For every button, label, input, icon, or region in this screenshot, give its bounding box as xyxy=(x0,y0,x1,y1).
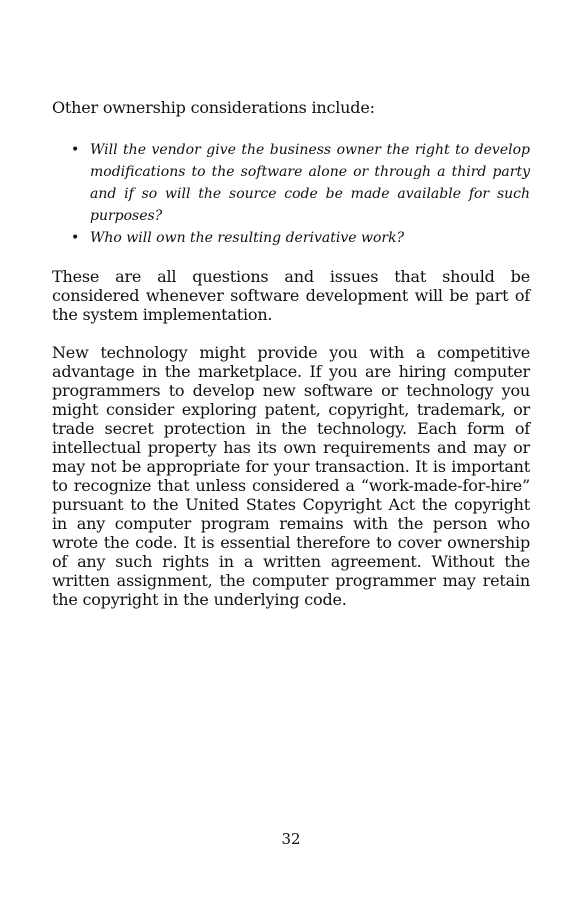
paragraph: These are all questions and issues that should be considered whenever software development will be part of the system implementation. xyxy=(52,267,530,324)
bullet-icon: • xyxy=(71,230,80,246)
paragraph: New technology might provide you with a competitive advantage in the marketplace. If you are hiring computer programmers to develop new software or technology you might consider exploring patent, copyright, trademark, or trade secret protection in the technology. Each form of intellectual property has its own requirements and may or may not be appropriate for your transaction. It is important to recognize that unless considered a “work-made-for-hire” pursuant to the United States Copyright Act the copyright in any computer program remains with the person who wrote the code. It is essential therefore to cover ownership of any such rights in a written agreement. Without the written assignment, the computer programmer may retain the copyright in the underlying code. xyxy=(52,343,530,609)
bullet-icon: • xyxy=(71,142,80,158)
intro-sentence: Other ownership considerations include: xyxy=(52,98,375,117)
list-item xyxy=(52,139,530,227)
page-body xyxy=(52,98,530,609)
considerations-list xyxy=(52,139,530,249)
list-item-text: Who will own the resulting derivative work? xyxy=(90,230,405,246)
list-item xyxy=(52,227,530,249)
list-item-text: Will the vendor give the business owner the right to develop modifications to the software alone or through a third party and if so will the source code be made available for such purposes? xyxy=(90,142,530,224)
page-number: 32 xyxy=(281,830,301,848)
